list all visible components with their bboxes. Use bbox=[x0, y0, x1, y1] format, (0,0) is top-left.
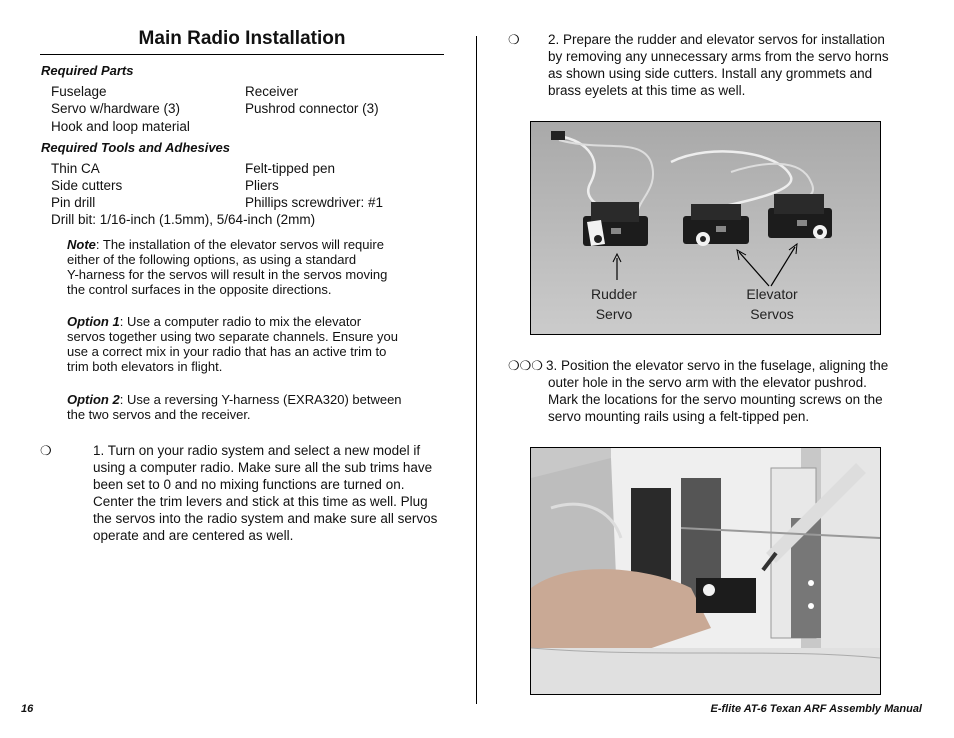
tool-item: Side cutters bbox=[51, 178, 123, 193]
page-title: Main Radio Installation bbox=[138, 28, 346, 49]
caption-line: Servo bbox=[595, 306, 633, 322]
option1-text: : Use a computer radio to mix the elevator bbox=[119, 314, 362, 329]
step2-checkbox-icon[interactable]: ❍ bbox=[508, 32, 520, 47]
servos-photo bbox=[530, 121, 881, 335]
note-text: the control surfaces in the opposite directions. bbox=[67, 282, 332, 297]
tool-item: Pliers bbox=[245, 178, 279, 193]
tool-item: Drill bit: 1/16-inch (1.5mm), 5/64-inch (2mm) bbox=[51, 212, 316, 227]
step2-text bbox=[548, 31, 918, 99]
option1-text: servos together using two separate channels. Ensure you bbox=[67, 329, 398, 344]
tool-item: Felt-tipped pen bbox=[245, 161, 336, 176]
option1-text: use a correct mix in your radio that has an active trim to bbox=[67, 344, 387, 359]
part-item: Pushrod connector (3) bbox=[245, 101, 379, 116]
note-text: Y-harness for the servos will result in the servos moving bbox=[67, 267, 388, 282]
step-line: using a computer radio. Make sure all the sub trims have bbox=[93, 460, 433, 475]
note-label: Note bbox=[67, 237, 96, 252]
option1-block bbox=[67, 314, 427, 374]
option2-text: the two servos and the receiver. bbox=[67, 407, 251, 422]
part-item: Receiver bbox=[245, 84, 299, 99]
caption-line: Servos bbox=[750, 306, 794, 322]
title-rule bbox=[40, 54, 444, 55]
step-line: 2. Prepare the rudder and elevator servos for installation bbox=[548, 32, 885, 47]
fuselage-photo bbox=[530, 447, 881, 695]
part-item: Hook and loop material bbox=[51, 119, 190, 134]
step-line: operate and are centered as well. bbox=[93, 528, 294, 543]
manual-title: E-flite AT-6 Texan ARF Assembly Manual bbox=[710, 703, 922, 715]
required-tools-heading: Required Tools and Adhesives bbox=[41, 140, 231, 155]
step-line: 1. Turn on your radio system and select a new model if bbox=[93, 443, 421, 458]
step-line: the servos into the radio system and make sure all servos bbox=[93, 511, 438, 526]
step-line: brass eyelets at this time as well. bbox=[548, 83, 746, 98]
page-number: 16 bbox=[21, 703, 34, 715]
caption-line: Elevator bbox=[746, 286, 798, 302]
part-item: Fuselage bbox=[51, 84, 107, 99]
step-line: outer hole in the servo arm with the elevator pushrod. bbox=[548, 375, 867, 390]
tool-item: Thin CA bbox=[51, 161, 100, 176]
option1-text: trim both elevators in flight. bbox=[67, 359, 223, 374]
option2-block bbox=[67, 392, 427, 422]
step-line: by removing any unnecessary arms from the servo horns bbox=[548, 49, 889, 64]
column-divider bbox=[476, 36, 477, 704]
servos-photo-image bbox=[531, 122, 880, 334]
step-line: Center the trim levers and stick at this time as well. Plug bbox=[93, 494, 428, 509]
step-line: been set to 0 and no mixing functions are turned on. bbox=[93, 477, 405, 492]
option1-label: Option 1 bbox=[67, 314, 120, 329]
note-block bbox=[67, 237, 427, 297]
step1-checkbox-icon[interactable]: ❍ bbox=[40, 443, 52, 458]
step-line: servo mounting rails using a felt-tipped pen. bbox=[548, 409, 810, 424]
step-line: Mark the locations for the servo mounting screws on the bbox=[548, 392, 883, 407]
part-item: Servo w/hardware (3) bbox=[51, 101, 181, 116]
elevator-servos-caption bbox=[737, 284, 807, 324]
note-text: : The installation of the elevator servos will require bbox=[95, 237, 384, 252]
tool-item: Pin drill bbox=[51, 195, 96, 210]
caption-line: Rudder bbox=[591, 286, 637, 302]
step1-text bbox=[93, 442, 453, 544]
option2-label: Option 2 bbox=[67, 392, 120, 407]
tool-item: Phillips screwdriver: #1 bbox=[245, 195, 384, 210]
step3-text bbox=[548, 357, 918, 425]
step3-checkbox-icons[interactable]: ❍❍❍ bbox=[508, 358, 543, 373]
option2-text: : Use a reversing Y-harness (EXRA320) between bbox=[119, 392, 402, 407]
note-text: either of the following options, as using a standard bbox=[67, 252, 357, 267]
step-line: 3. Position the elevator servo in the fuselage, aligning the bbox=[546, 358, 889, 373]
fuselage-photo-image bbox=[531, 448, 880, 694]
required-parts-heading: Required Parts bbox=[41, 63, 134, 78]
step-line: as shown using side cutters. Install any grommets and bbox=[548, 66, 873, 81]
rudder-servo-caption bbox=[589, 284, 639, 324]
